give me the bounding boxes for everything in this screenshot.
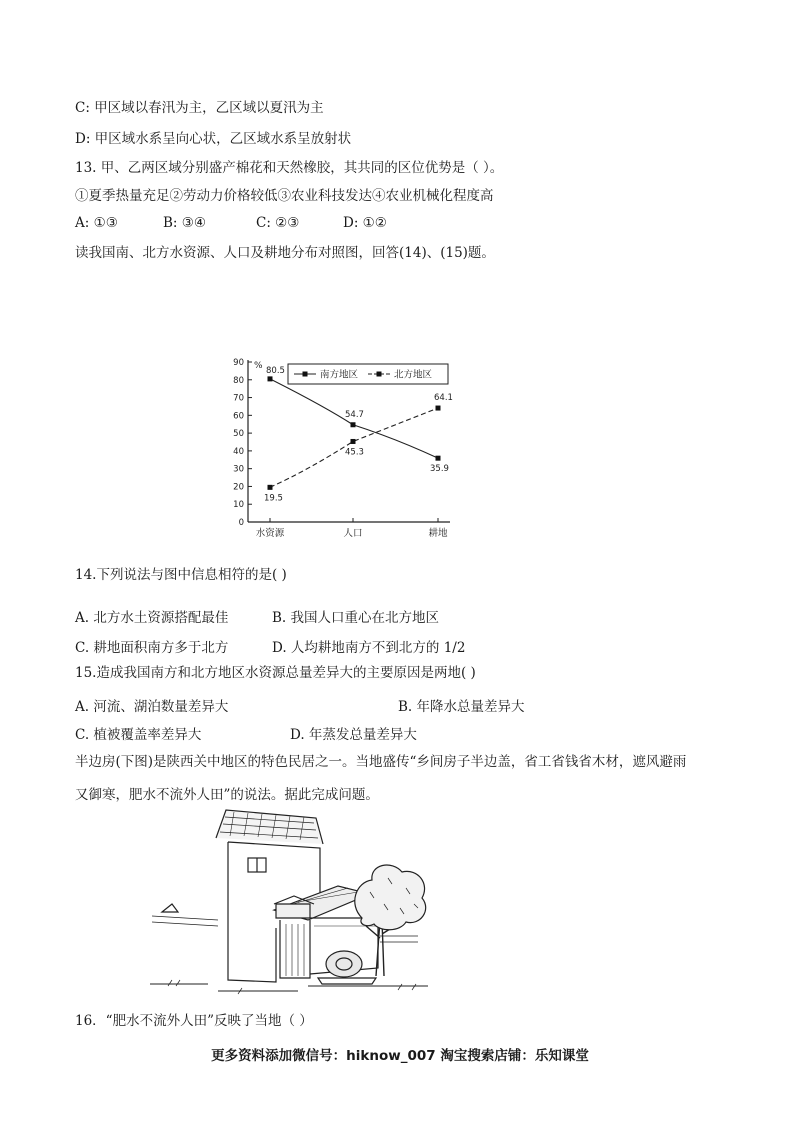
question-13: 13. 甲、乙两区域分别盛产棉花和天然橡胶，其共同的区位优势是（ ）。 bbox=[75, 160, 504, 176]
option-c-prev: C: 甲区域以春汛为主，乙区域以夏汛为主 bbox=[75, 100, 324, 116]
data-point bbox=[351, 422, 356, 427]
question-16: 16．“肥水不流外人田”反映了当地（ ） bbox=[75, 1013, 313, 1029]
data-point bbox=[268, 485, 273, 490]
x-tick-label: 水资源 bbox=[255, 528, 285, 539]
x-tick-label: 人口 bbox=[343, 528, 363, 539]
legend-label: 北方地区 bbox=[394, 369, 433, 381]
y-tick-label: 80 bbox=[233, 375, 244, 386]
y-tick-label: 20 bbox=[233, 482, 244, 493]
q13-option-c: C: ②③ bbox=[256, 215, 300, 231]
y-tick-label: 60 bbox=[233, 411, 244, 422]
y-tick-label: 90 bbox=[233, 358, 244, 368]
y-tick-label: 40 bbox=[233, 446, 244, 457]
q15-option-d: D. 年蒸发总量差异大 bbox=[290, 727, 417, 743]
data-point bbox=[351, 439, 356, 444]
data-label: 45.3 bbox=[345, 447, 364, 458]
intro-16-line1: 半边房(下图)是陕西关中地区的特色民居之一。当地盛传“乡间房子半边盖，省工省钱省木材，遮风避雨 bbox=[75, 754, 687, 770]
data-label: 64.1 bbox=[434, 393, 453, 404]
x-tick-label: 耕地 bbox=[428, 528, 448, 539]
intro-14-15: 读我国南、北方水资源、人口及耕地分布对照图，回答(14)、(15)题。 bbox=[75, 245, 495, 261]
data-point bbox=[436, 406, 441, 411]
q14-option-b: B. 我国人口重心在北方地区 bbox=[272, 610, 440, 626]
y-tick-label: 30 bbox=[233, 464, 244, 475]
q15-option-a: A. 河流、湖泊数量差异大 bbox=[75, 699, 229, 715]
y-tick-label: 10 bbox=[233, 500, 244, 511]
q15-option-b: B. 年降水总量差异大 bbox=[398, 699, 525, 715]
intro-16-line2: 又御寒，肥水不流外人田”的说法。据此完成问题。 bbox=[75, 787, 379, 803]
data-label: 19.5 bbox=[264, 493, 283, 504]
y-unit-label: % bbox=[254, 361, 263, 371]
data-point bbox=[268, 376, 273, 381]
y-tick-label: 70 bbox=[233, 393, 244, 404]
q13-option-d: D: ①② bbox=[343, 215, 387, 231]
y-tick-label: 50 bbox=[233, 429, 244, 440]
data-point bbox=[436, 456, 441, 461]
q13-option-b: B: ③④ bbox=[163, 215, 206, 231]
q14-option-c: C. 耕地面积南方多于北方 bbox=[75, 640, 229, 656]
q14-option-d: D. 人均耕地南方不到北方的 1/2 bbox=[272, 640, 466, 656]
legend-label: 南方地区 bbox=[320, 369, 359, 381]
data-label: 80.5 bbox=[266, 365, 285, 376]
question-15: 15.造成我国南方和北方地区水资源总量差异大的主要原因是两地( ) bbox=[75, 665, 476, 681]
option-d-prev: D: 甲区域水系呈向心状，乙区域水系呈放射状 bbox=[75, 131, 352, 147]
question-14: 14.下列说法与图中信息相符的是( ) bbox=[75, 567, 287, 583]
half-house-illustration bbox=[148, 808, 433, 1000]
question-13-items: ①夏季热量充足②劳动力价格较低③农业科技发达④农业机械化程度高 bbox=[75, 188, 494, 204]
legend-marker bbox=[303, 372, 308, 377]
y-tick-label: 0 bbox=[238, 518, 244, 528]
footer-promo: 更多资料添加微信号：hiknow_007 淘宝搜索店铺：乐知课堂 bbox=[211, 1048, 589, 1064]
distribution-chart bbox=[228, 352, 458, 542]
data-label: 54.7 bbox=[345, 409, 364, 420]
q15-option-c: C. 植被覆盖率差异大 bbox=[75, 727, 202, 743]
q13-option-a: A: ①③ bbox=[75, 215, 118, 231]
legend-marker bbox=[377, 372, 382, 377]
q14-option-a: A. 北方水土资源搭配最佳 bbox=[75, 610, 229, 626]
data-label: 35.9 bbox=[430, 464, 449, 475]
